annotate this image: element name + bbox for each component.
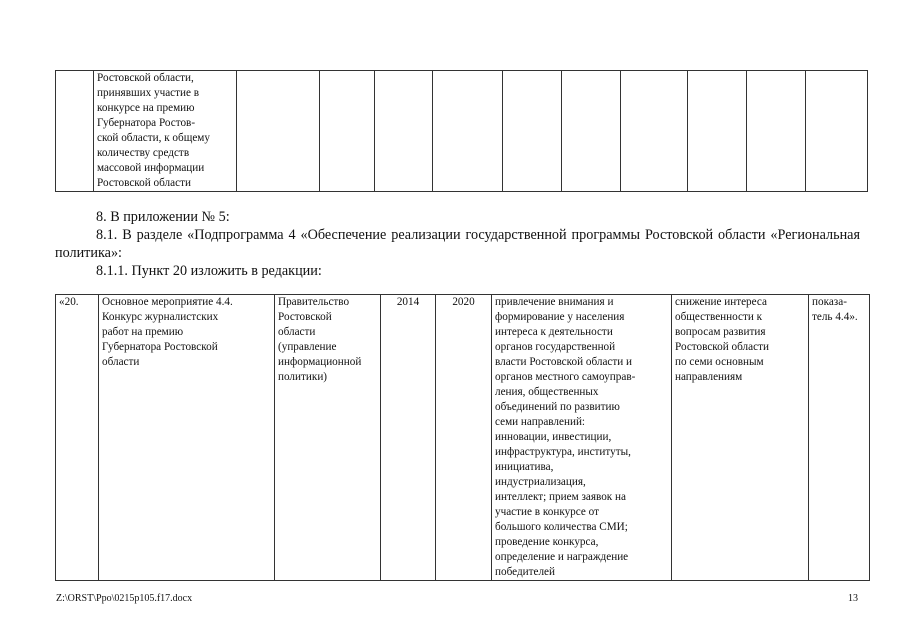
table-cell — [99, 295, 275, 581]
table-cell — [492, 295, 672, 581]
item-number: «20. — [59, 296, 79, 308]
table-cell — [237, 71, 320, 192]
end-year: 2020 — [452, 296, 475, 308]
paragraph-item: 8.1.1. Пункт 20 изложить в редакции: — [96, 263, 322, 279]
indicator-description: Ростовской области, принявших участие в конкурсе на премию Губернатора Ростов- ской области, к общему количеству средств массовой информации Ростовской области — [97, 72, 210, 189]
table-cell — [375, 71, 433, 192]
table-cell — [436, 295, 492, 581]
table-cell — [320, 71, 375, 192]
table-cell — [56, 71, 94, 192]
table-cell — [672, 295, 809, 581]
page-number: 13 — [848, 593, 858, 604]
expected-result: привлечение внимания и формирование у населения интереса к деятельности органов государственной власти Ростовской области и органов местного самоуправ- ления, общественных объединений по развитию семи направлений: инновации, инвестиции, инфраструктура, институты, инициатива, индустриализация, интеллект; прием заявок на участие в конкурсе от большого количества СМИ; проведение конкурса, определение и награждение победителей — [495, 296, 636, 578]
paragraph-section: 8.1. В разделе «Подпрограмма 4 «Обеспечение реализации государственной программы Ростовской области «Региональная политика»: — [55, 227, 860, 261]
table-cell — [688, 71, 747, 192]
table-cell — [56, 295, 99, 581]
footer-file-path: Z:\ORST\Ppo\0215p105.f17.docx — [56, 593, 193, 604]
table-cell — [503, 71, 562, 192]
continuation-table — [55, 70, 868, 192]
table-cell — [381, 295, 436, 581]
paragraph-appendix: 8. В приложении № 5: — [96, 209, 230, 225]
table-cell — [94, 71, 237, 192]
table-cell — [621, 71, 688, 192]
indicator-link: показа- тель 4.4». — [812, 296, 858, 323]
table-cell — [433, 71, 503, 192]
table-cell — [562, 71, 621, 192]
table-cell — [809, 295, 870, 581]
start-year: 2014 — [396, 296, 420, 308]
item-20-table — [55, 294, 870, 581]
table-cell — [747, 71, 806, 192]
table-cell — [806, 71, 868, 192]
event-name: Основное мероприятие 4.4. Конкурс журналистских работ на премию Губернатора Ростовской области — [102, 296, 233, 368]
table-row — [56, 295, 870, 581]
table-row — [56, 71, 868, 192]
table-cell — [275, 295, 381, 581]
executor: Правительство Ростовской области (управление информационной политики) — [278, 296, 362, 383]
consequences: снижение интереса общественности к вопросам развития Ростовской области по семи основным направлениям — [675, 296, 769, 383]
